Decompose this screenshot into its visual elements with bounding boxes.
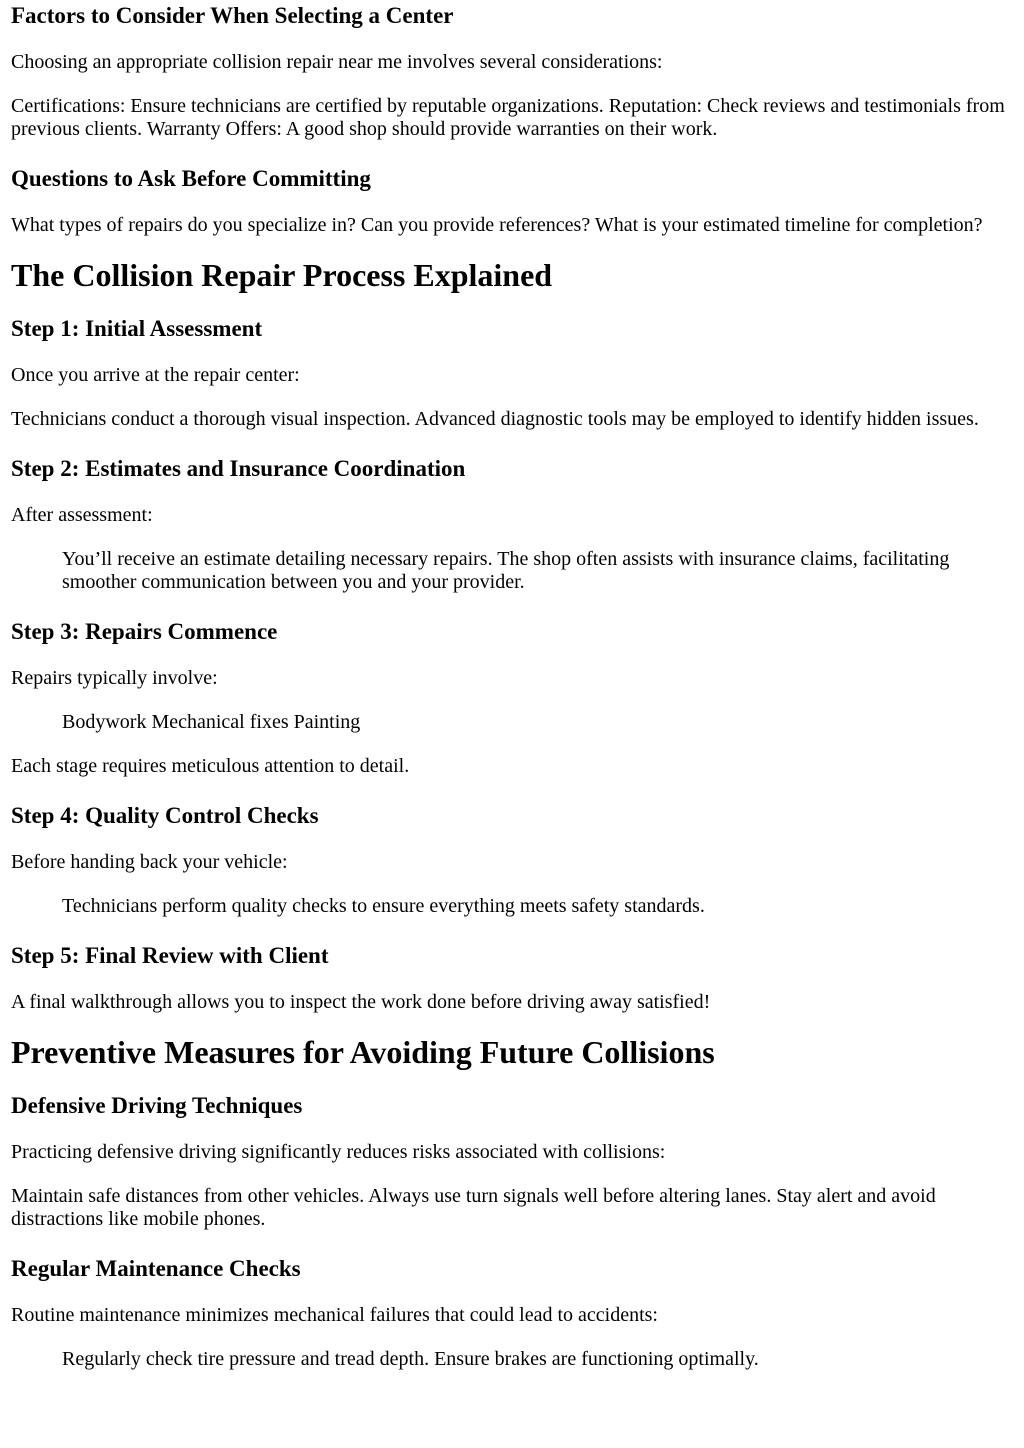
step2-heading: Step 2: Estimates and Insurance Coordination bbox=[11, 456, 466, 481]
step2-list: You’ll receive an estimate detailing necessary repairs. The shop often assists with insurance claims, facilitating smoother communication between you and your provider. bbox=[62, 548, 950, 593]
step4-list: Technicians perform quality checks to ensure everything meets safety standards. bbox=[62, 895, 705, 917]
step1-intro: Once you arrive at the repair center: bbox=[11, 364, 300, 386]
step2-intro: After assessment: bbox=[11, 504, 153, 526]
step3-note: Each stage requires meticulous attention to detail. bbox=[11, 755, 410, 777]
preventive-heading: Preventive Measures for Avoiding Future Collisions bbox=[11, 1034, 715, 1070]
maintenance-heading: Regular Maintenance Checks bbox=[11, 1256, 301, 1281]
step5-text: A final walkthrough allows you to inspect the work done before driving away satisfied! bbox=[11, 991, 711, 1013]
process-heading: The Collision Repair Process Explained bbox=[11, 257, 553, 293]
step5-heading: Step 5: Final Review with Client bbox=[11, 943, 329, 968]
defensive-heading: Defensive Driving Techniques bbox=[11, 1093, 303, 1118]
step1-heading: Step 1: Initial Assessment bbox=[11, 316, 263, 341]
step3-heading: Step 3: Repairs Commence bbox=[11, 619, 278, 644]
maintenance-intro: Routine maintenance minimizes mechanical failures that could lead to accidents: bbox=[11, 1304, 658, 1326]
defensive-intro: Practicing defensive driving significantly reduces risks associated with collisions: bbox=[11, 1141, 666, 1163]
step3-intro: Repairs typically involve: bbox=[11, 667, 218, 689]
factors-heading: Factors to Consider When Selecting a Center bbox=[11, 3, 454, 28]
maintenance-list: Regularly check tire pressure and tread depth. Ensure brakes are functioning optimally. bbox=[62, 1348, 759, 1370]
questions-list: What types of repairs do you specialize in? Can you provide references? What is your estimated timeline for completion? bbox=[11, 214, 983, 236]
factors-intro: Choosing an appropriate collision repair near me involves several considerations: bbox=[11, 51, 663, 73]
defensive-list: Maintain safe distances from other vehicles. Always use turn signals well before altering lanes. Stay alert and avoid distractions like mobile phones. bbox=[11, 1185, 936, 1230]
questions-heading: Questions to Ask Before Committing bbox=[11, 166, 371, 191]
step3-list: Bodywork Mechanical fixes Painting bbox=[62, 711, 361, 733]
step4-heading: Step 4: Quality Control Checks bbox=[11, 803, 319, 828]
article-body bbox=[11, 2, 1019, 1371]
step1-list: Technicians conduct a thorough visual inspection. Advanced diagnostic tools may be employed to identify hidden issues. bbox=[11, 408, 979, 430]
factors-list: Certifications: Ensure technicians are certified by reputable organizations. Reputation: Check reviews and testimonials from previous clients. Warranty Offers: A good shop should provide warranties on their work. bbox=[11, 95, 1005, 140]
step4-intro: Before handing back your vehicle: bbox=[11, 851, 288, 873]
